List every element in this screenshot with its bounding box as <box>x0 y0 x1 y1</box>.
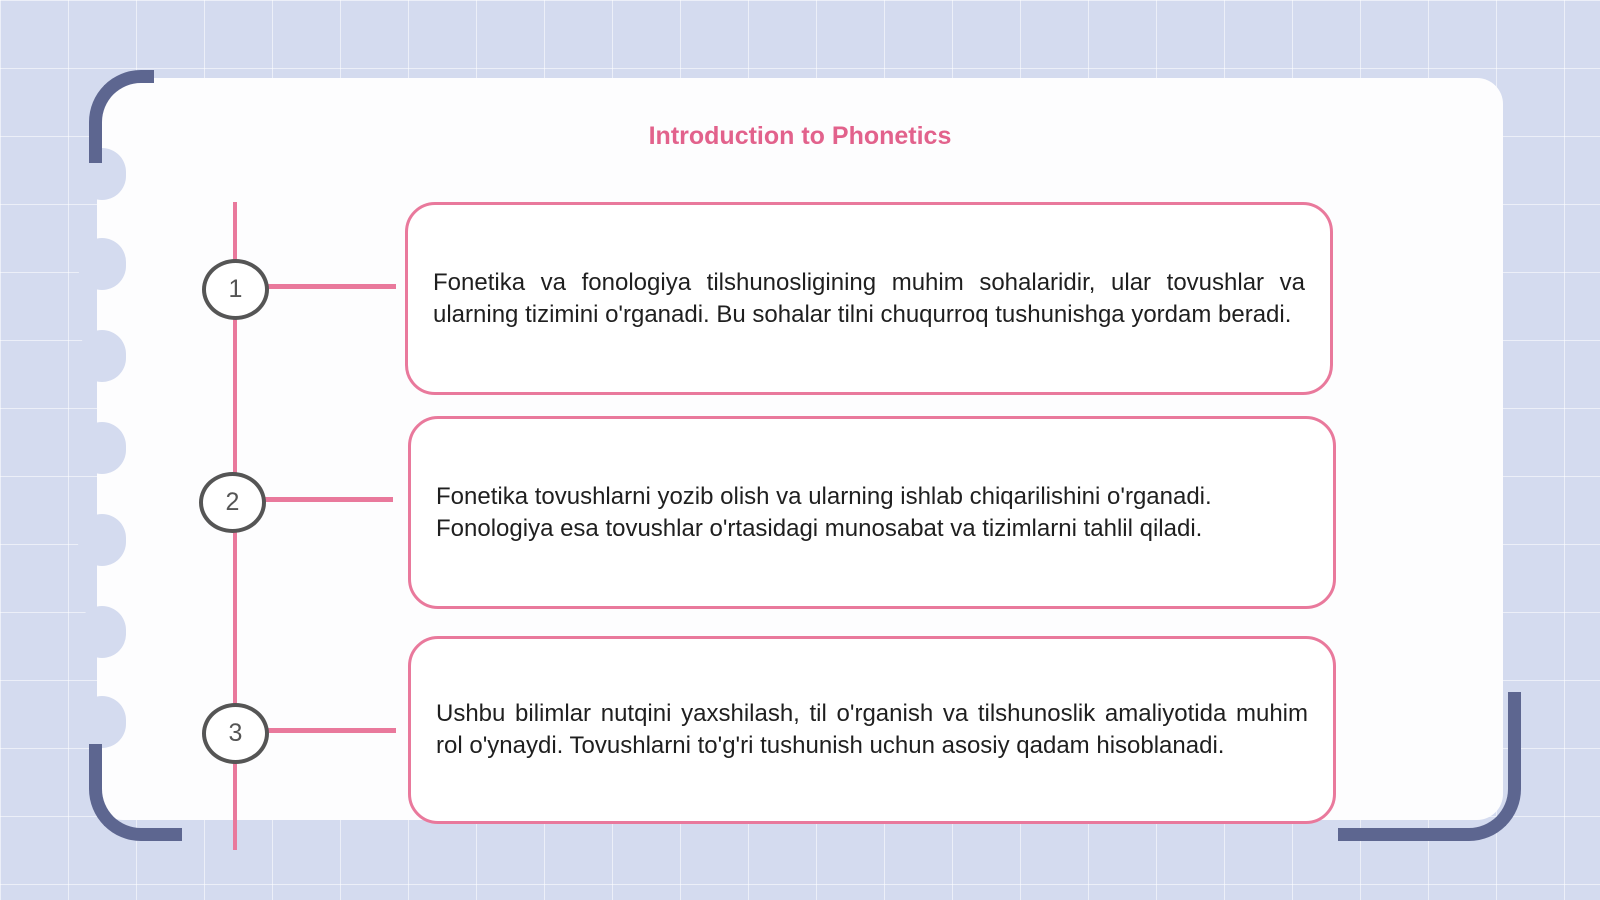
corner-bracket-bottom-right <box>1338 692 1521 841</box>
binder-hole <box>78 422 126 474</box>
binder-hole <box>78 330 126 382</box>
slide-title: Introduction to Phonetics <box>648 122 952 150</box>
step-2-number-marker <box>199 472 266 533</box>
step-1-number-marker <box>202 259 269 320</box>
step-2-number: 2 <box>225 488 240 516</box>
step-3-connector <box>266 728 396 733</box>
step-1-text: Fonetika va fonologiya tilshunosligining muhim sohalaridir, ular tovushlar va ularning tizimini o'rganadi. Bu sohalar tilni chuqurroq tushunishga yordam beradi. <box>433 268 1305 328</box>
step-2-text: Fonetika tovushlarni yozib olish va ularning ishlab chiqarilishini o'rganadi. Fonologiya esa tovushlar o'rtasidagi munosabat va tizimlarni tahlil qiladi. <box>436 482 1212 542</box>
step-3-text: Ushbu bilimlar nutqini yaxshilash, til o'rganish va tilshunoslik amaliyotida muhim rol o'ynaydi. Tovushlarni to'g'ri tushunish uchun asosiy qadam hisoblanadi. <box>436 700 1308 759</box>
binder-hole <box>78 514 126 566</box>
binder-hole <box>78 606 126 658</box>
step-2-card <box>408 416 1336 609</box>
step-3-number: 3 <box>228 719 243 747</box>
binder-hole <box>78 696 126 748</box>
step-3-number-marker <box>202 703 269 764</box>
step-1-number: 1 <box>228 275 243 303</box>
step-3-card <box>408 636 1336 824</box>
corner-bracket-bottom-left <box>89 744 182 841</box>
step-1-connector <box>266 284 396 289</box>
step-1-card <box>405 202 1333 395</box>
step-2-connector <box>263 497 393 502</box>
binder-hole <box>78 238 126 290</box>
